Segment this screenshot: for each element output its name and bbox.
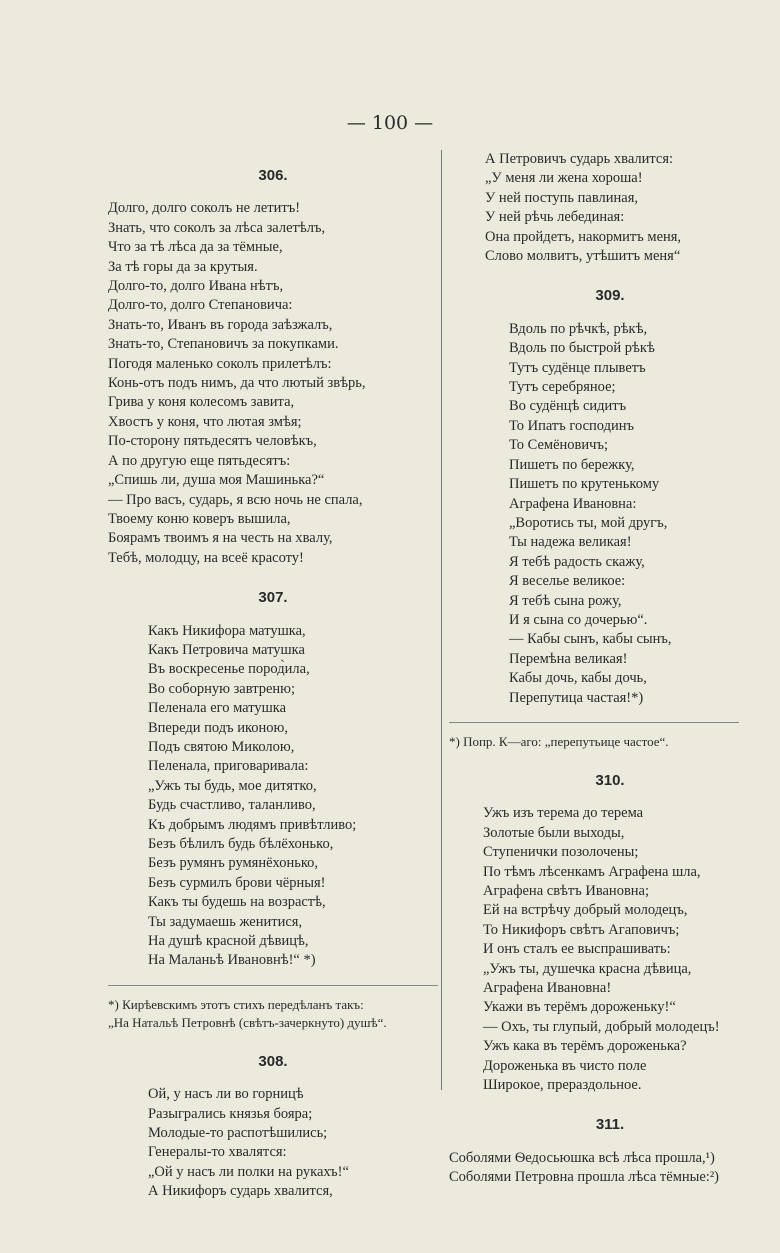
verse-line: „На Натальѣ Петровнѣ (свѣтъ-зачеркнуто) душѣ“. [108, 1014, 387, 1030]
verse-line: Долго, долго соколъ не летитъ! [108, 200, 301, 217]
verse-line: Безъ румянъ румянёхонько, [148, 855, 319, 872]
verse-line: Хвостъ у коня, что лютая змѣя; [108, 413, 302, 430]
page-number: — 100 — [346, 112, 434, 134]
verse-line: Золотые были выходы, [483, 824, 625, 841]
verse-line: Пишетъ по крутенькому [509, 476, 660, 493]
verse-line: Твоему коню коверъ вышила, [108, 510, 291, 527]
verse-line: На Маланьѣ Ивановнѣ!“ *) [148, 952, 316, 969]
song-number-308: 308. [258, 1052, 288, 1070]
verse-line: Что за тѣ лѣса да за тёмные, [108, 239, 283, 256]
verse-line: Ступенички позолочены; [483, 844, 639, 861]
verse-line: То Никифоръ свѣтъ Агаповичъ; [483, 921, 680, 938]
verse-line: А Петровичъ сударь хвалится: [485, 151, 674, 167]
verse-line: Соболями Ѳедосьюшка всѣ лѣса прошла,¹) [449, 1149, 715, 1166]
verse-line: Перемѣна великая! [509, 650, 628, 667]
song-number-306: 306. [258, 167, 288, 184]
verse-line: Дороженька въ чисто поле [483, 1057, 647, 1074]
verse-line: Перепутица частая!*) [509, 689, 644, 706]
verse-line: Пеленала его матушка [148, 700, 287, 717]
left-column [108, 150, 438, 1202]
song-number-311: 311. [595, 1116, 625, 1134]
verse-line: Грива у коня колесомъ завита, [108, 394, 295, 411]
verse-line: Знать-то, Степановичъ за покупками. [108, 336, 339, 353]
verse-line: „Спишь ли, душа моя Машинька?“ [108, 472, 325, 489]
verse-line: А по другую еще пятьдесятъ: [108, 452, 291, 469]
verse-line: Какъ Никифора матушка, [148, 622, 306, 639]
column-divider [441, 150, 442, 1090]
verse-line: И я сына со дочерью“. [509, 611, 648, 628]
verse-line: Тутъ судёнце плыветъ [509, 359, 646, 376]
verse-line: Я тебѣ радость скажу, [509, 553, 645, 570]
verse-line: — Про васъ, сударь, я всю ночь не спала, [108, 491, 363, 508]
verse-line: Я тебѣ сына рожу, [509, 592, 622, 609]
verse-line: Въ воскресенье пород̀ила, [148, 661, 310, 678]
verse-line: А Никифоръ сударь хвалится, [148, 1183, 333, 1200]
verse-line: *) Кирѣевскимъ этотъ стихъ передѣланъ такъ: [108, 996, 364, 1012]
verse-line: По тѣмъ лѣсенкамъ Аграфена шла, [483, 863, 701, 880]
footnote-307 [108, 985, 438, 1032]
verse-line: „Ужъ ты, душечка красна дѣвица, [483, 960, 692, 977]
verse-line: Ой, у насъ ли во горницѣ [148, 1086, 304, 1103]
verse-line: Впереди подъ иконою, [148, 719, 289, 736]
song-number-309: 309. [595, 287, 625, 305]
verse-line: Долго-то, долго Ивана нѣтъ, [108, 278, 284, 295]
verse-line: *) Попр. К—аго: „перепутьице частое“. [449, 733, 669, 749]
verse-line: За тѣ горы да за крутыя. [108, 258, 258, 275]
song-307 [108, 622, 438, 971]
verse-line: Укажи въ терёмъ дороженьку!“ [483, 999, 676, 1016]
verse-line: Во соборную завтреню; [148, 680, 296, 697]
verse-line: Знать, что соколъ за лѣса залетѣлъ, [108, 219, 326, 236]
verse-line: У ней рѣчь лебединая: [485, 209, 625, 226]
song-310 [449, 804, 771, 1095]
verse-line: Тутъ серебряное; [509, 379, 616, 396]
right-column [449, 150, 771, 1188]
verse-line: Во судёнцѣ сидитъ [509, 398, 627, 415]
verse-line: Долго-то, долго Степановича: [108, 297, 293, 314]
footnote-309 [449, 722, 739, 751]
verse-line: Аграфена Ивановна! [483, 980, 612, 997]
verse-line: Тебѣ, молодцу, на всеё красоту! [108, 549, 304, 566]
verse-line: Пишетъ по бережку, [509, 456, 635, 473]
verse-line: Пеленала, приговаривала: [148, 758, 309, 775]
verse-line: Кабы дочь, кабы дочь, [509, 670, 647, 687]
verse-line: У ней поступь павлиная, [485, 189, 639, 206]
verse-line: „Воротись ты, мой другъ, [509, 514, 668, 531]
verse-line: Безъ бѣлилъ будь бѣлёхонько, [148, 836, 334, 852]
verse-line: Ты надежа великая! [509, 534, 632, 551]
verse-line: Знать-то, Иванъ въ города заѣзжалъ, [108, 316, 333, 333]
verse-line: „Ужъ ты будь, мое дитятко, [148, 777, 317, 794]
song-308-part2 [449, 150, 771, 266]
song-number-310: 310. [595, 771, 625, 789]
verse-line: Генералы-то хвалятся: [148, 1144, 287, 1161]
song-309 [449, 320, 771, 708]
verse-line: Аграфена свѣтъ Ивановна; [483, 883, 650, 899]
song-308-part1 [108, 1085, 438, 1201]
verse-line: „У меня ли жена хороша! [485, 170, 643, 187]
verse-line: Я веселье великое: [509, 573, 626, 590]
song-311 [449, 1149, 771, 1188]
verse-line: На душѣ красной дѣвицѣ, [148, 933, 309, 950]
verse-line: Вдоль по быстрой рѣкѣ [509, 340, 655, 357]
verse-line: Разыгрались князья бояра; [148, 1105, 313, 1122]
verse-line: Слово молвитъ, утѣшитъ меня“ [485, 248, 681, 265]
verse-line: Ты задумаешь женитися, [148, 913, 303, 930]
verse-line: „Ой у насъ ли полки на рукахъ!“ [148, 1163, 349, 1180]
verse-line: Ей на встрѣчу добрый молодецъ, [483, 902, 688, 919]
verse-line: Конь-отъ подъ нимъ, да что лютый звѣрь, [108, 375, 366, 392]
verse-line: И онъ сталъ ее выспрашивать: [483, 941, 671, 958]
verse-line: Ужъ кака въ терёмъ дороженька? [483, 1038, 687, 1055]
verse-line: Подъ святою Миколою, [148, 738, 295, 755]
song-306 [108, 199, 438, 568]
verse-line: Широкое, прераздольное. [483, 1077, 642, 1094]
verse-line: Безъ сурмилъ брови чёрныя! [148, 874, 326, 891]
verse-line: Ужъ изъ терема до терема [483, 805, 644, 822]
verse-line: Молодые-то распотѣшились; [148, 1125, 328, 1142]
verse-line: — Охъ, ты глупый, добрый молодецъ! [483, 1018, 720, 1035]
verse-line: Аграфена Ивановна: [509, 495, 637, 512]
verse-line: Къ добрымъ людямъ привѣтливо; [148, 816, 357, 833]
verse-line: Она пройдетъ, накормитъ меня, [485, 228, 682, 245]
verse-line: — Кабы сынъ, кабы сынъ, [509, 631, 672, 648]
verse-line: По-сторону пятьдесятъ человѣкъ, [108, 433, 317, 450]
verse-line: То Ипатъ господинъ [509, 417, 635, 434]
song-number-307: 307. [258, 589, 288, 607]
verse-line: Боярамъ твоимъ я на честь на хвалу, [108, 530, 333, 547]
verse-line: Соболями Петровна прошла лѣса тёмные:²) [449, 1169, 720, 1186]
verse-line: Вдоль по рѣчкѣ, рѣкѣ, [509, 320, 648, 337]
verse-line: Погодя маленько соколъ прилетѣлъ: [108, 355, 332, 372]
verse-line: То Семёновичъ; [509, 437, 608, 454]
verse-line: Какъ Петровича матушка [148, 641, 305, 658]
verse-line: Будь счастливо, таланливо, [148, 797, 316, 814]
verse-line: Какъ ты будешь на возрастѣ, [148, 894, 326, 911]
